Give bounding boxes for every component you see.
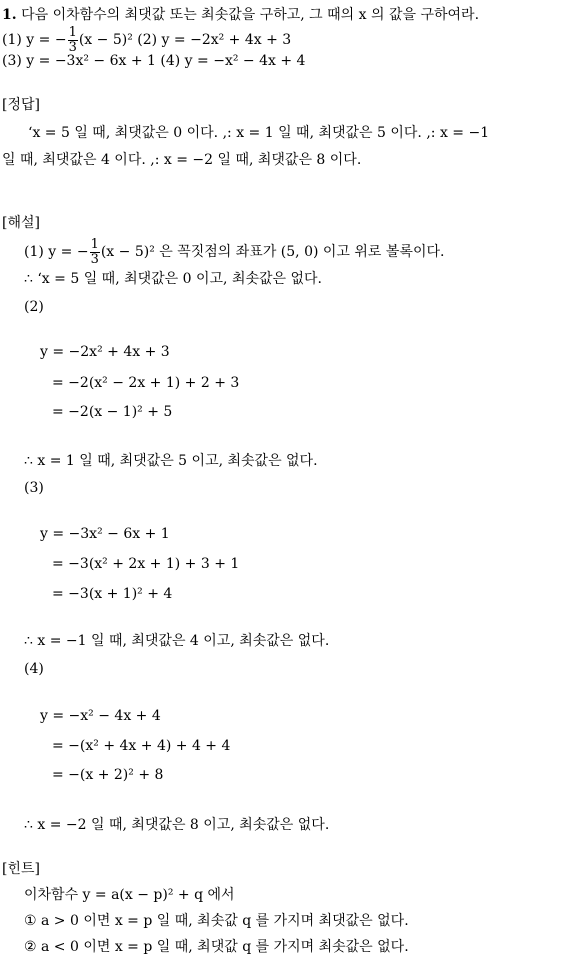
solution-4-equation-3: = −(x + 2)² + 8 <box>52 767 164 783</box>
hint-line-2: ① a > 0 이면 x = p 일 때, 최솟값 q 를 가지며 최댓값은 없다. <box>24 913 409 929</box>
problem-statement-line <box>2 8 479 22</box>
problem-items-line-1 <box>2 26 291 54</box>
solution-2-equation-3: = −2(x − 1)² + 5 <box>52 404 173 420</box>
solution-fraction-numerator: 1 <box>90 237 99 252</box>
solution-4-label: (4) <box>24 661 44 677</box>
solution-3-label: (3) <box>24 480 44 496</box>
solution-2-conclusion: ∴ x = 1 일 때, 최댓값은 5 이고, 최솟값은 없다. <box>24 453 318 469</box>
answer-line-1: ‘x = 5 일 때, 최댓값은 0 이다. ,: x = 1 일 때, 최댓값은 5 이다. ,: x = −1 <box>28 125 490 141</box>
answer-line-2: 일 때, 최댓값은 4 이다. ,: x = −2 일 때, 최댓값은 8 이다. <box>2 152 362 168</box>
problem-statement: 다음 이차함수의 최댓값 또는 최솟값을 구하고, 그 때의 x 의 값을 구하여라. <box>21 7 480 23</box>
hint-heading: [힌트] <box>2 861 40 877</box>
solution-2-label: (2) <box>24 299 44 315</box>
solution-heading: [해설] <box>2 215 40 231</box>
solution-4-conclusion: ∴ x = −2 일 때, 최댓값은 8 이고, 최솟값은 없다. <box>24 817 330 833</box>
solution-2-equation-1: y = −2x² + 4x + 3 <box>40 344 170 360</box>
solution-1-suffix: (x − 5)² 은 꼭짓점의 좌표가 (5, 0) 이고 위로 볼록이다. <box>100 244 445 261</box>
solution-1-prefix: (1) y = − <box>24 244 89 261</box>
hint-line-1: 이차함수 y = a(x − p)² + q 에서 <box>24 887 235 903</box>
hint-line-3: ② a < 0 이면 x = p 일 때, 최댓값 q 를 가지며 최솟값은 없다. <box>24 939 409 955</box>
fraction-denominator: 3 <box>68 39 77 55</box>
solution-4-equation-2: = −(x² + 4x + 4) + 4 + 4 <box>52 738 231 754</box>
problem-items-line-2: (3) y = −3x² − 6x + 1 (4) y = −x² − 4x + 4 <box>2 53 306 69</box>
solution-3-conclusion: ∴ x = −1 일 때, 최댓값은 4 이고, 최솟값은 없다. <box>24 633 330 649</box>
solution-fraction-denominator: 3 <box>90 251 99 267</box>
problem-item-1-prefix: (1) y = − <box>2 32 67 49</box>
solution-3-equation-3: = −3(x + 1)² + 4 <box>52 586 173 602</box>
solution-1-conclusion: ∴ ‘x = 5 일 때, 최댓값은 0 이고, 최솟값은 없다. <box>24 271 322 287</box>
solution-3-equation-1: y = −3x² − 6x + 1 <box>40 526 170 542</box>
answer-heading: [정답] <box>2 97 40 113</box>
solution-3-equation-2: = −3(x² + 2x + 1) + 3 + 1 <box>52 556 240 572</box>
solution-2-equation-2: = −2(x² − 2x + 1) + 2 + 3 <box>52 375 240 391</box>
problem-number: 1. <box>2 7 17 23</box>
problem-item-1-suffix: (x − 5)² (2) y = −2x² + 4x + 3 <box>78 32 292 49</box>
solution-fraction <box>90 238 100 266</box>
solution-1-line <box>24 238 444 266</box>
fraction-numerator: 1 <box>68 25 77 40</box>
solution-4-equation-1: y = −x² − 4x + 4 <box>40 708 161 724</box>
problem-fraction <box>68 26 78 54</box>
